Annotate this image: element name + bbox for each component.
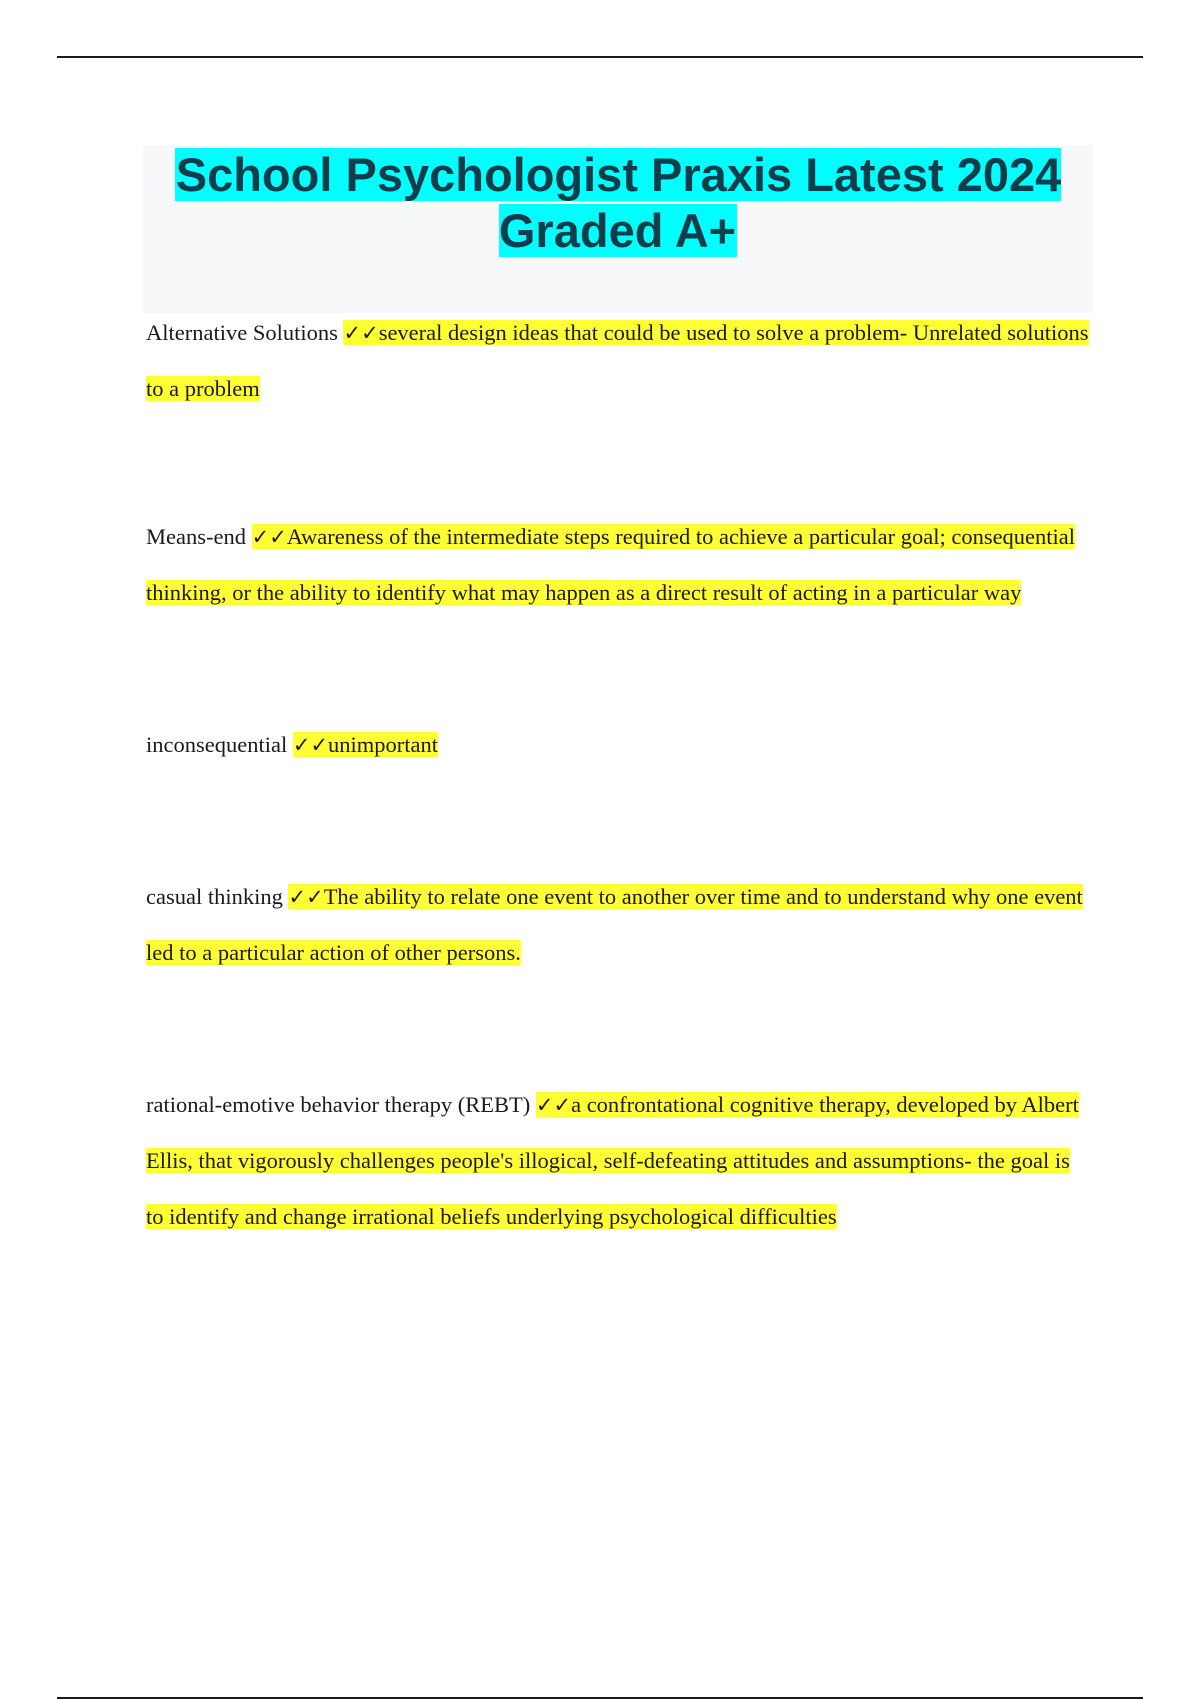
title-panel [143,145,1093,313]
document-title-text: School Psychologist Praxis Latest 2024 Graded A+ [175,148,1062,257]
entry-term: Alternative Solutions [146,320,338,345]
list-item [146,717,1092,773]
check-mark-icon: ✓✓ [292,733,329,757]
entry-definition [146,884,1083,965]
entry-definition [146,524,1075,605]
check-mark-icon: ✓✓ [535,1093,572,1117]
entry-definition-text: The ability to relate one event to another over time and to understand why one event led to a particular action of other persons. [146,884,1083,965]
check-mark-icon: ✓✓ [343,321,379,345]
entry-definition [293,732,438,757]
entry-term: casual thinking [146,884,283,909]
entry-definition-text: a confrontational cognitive therapy, developed by Albert Ellis, that vigorously challenges people's illogical, self-defeating attitudes and assumptions- the goal is to identify and change irrational beliefs underlying psychological difficulties [146,1092,1079,1229]
entry-definition-text: Awareness of the intermediate steps required to achieve a particular goal; consequential thinking, or the ability to identify what may happen as a direct result of acting in a particular way [146,524,1076,605]
list-item [146,1077,1092,1245]
header-rule [57,56,1143,58]
check-mark-icon: ✓✓ [251,525,287,549]
check-mark-icon: ✓✓ [288,885,324,909]
entry-term: inconsequential [146,732,288,757]
document-title [143,145,1093,259]
footer-rule [57,1697,1143,1699]
entry-definition-text: several design ideas that could be used to solve a problem- Unrelated solutions to a problem [146,320,1089,401]
entry-term: rational-emotive behavior therapy (REBT) [146,1092,531,1117]
list-item [146,509,1092,621]
entry-term: Means-end [146,524,246,549]
entry-definition-text: unimportant [328,732,439,757]
flashcard-list [146,305,1092,1245]
list-item [146,305,1092,417]
list-item [146,869,1092,981]
